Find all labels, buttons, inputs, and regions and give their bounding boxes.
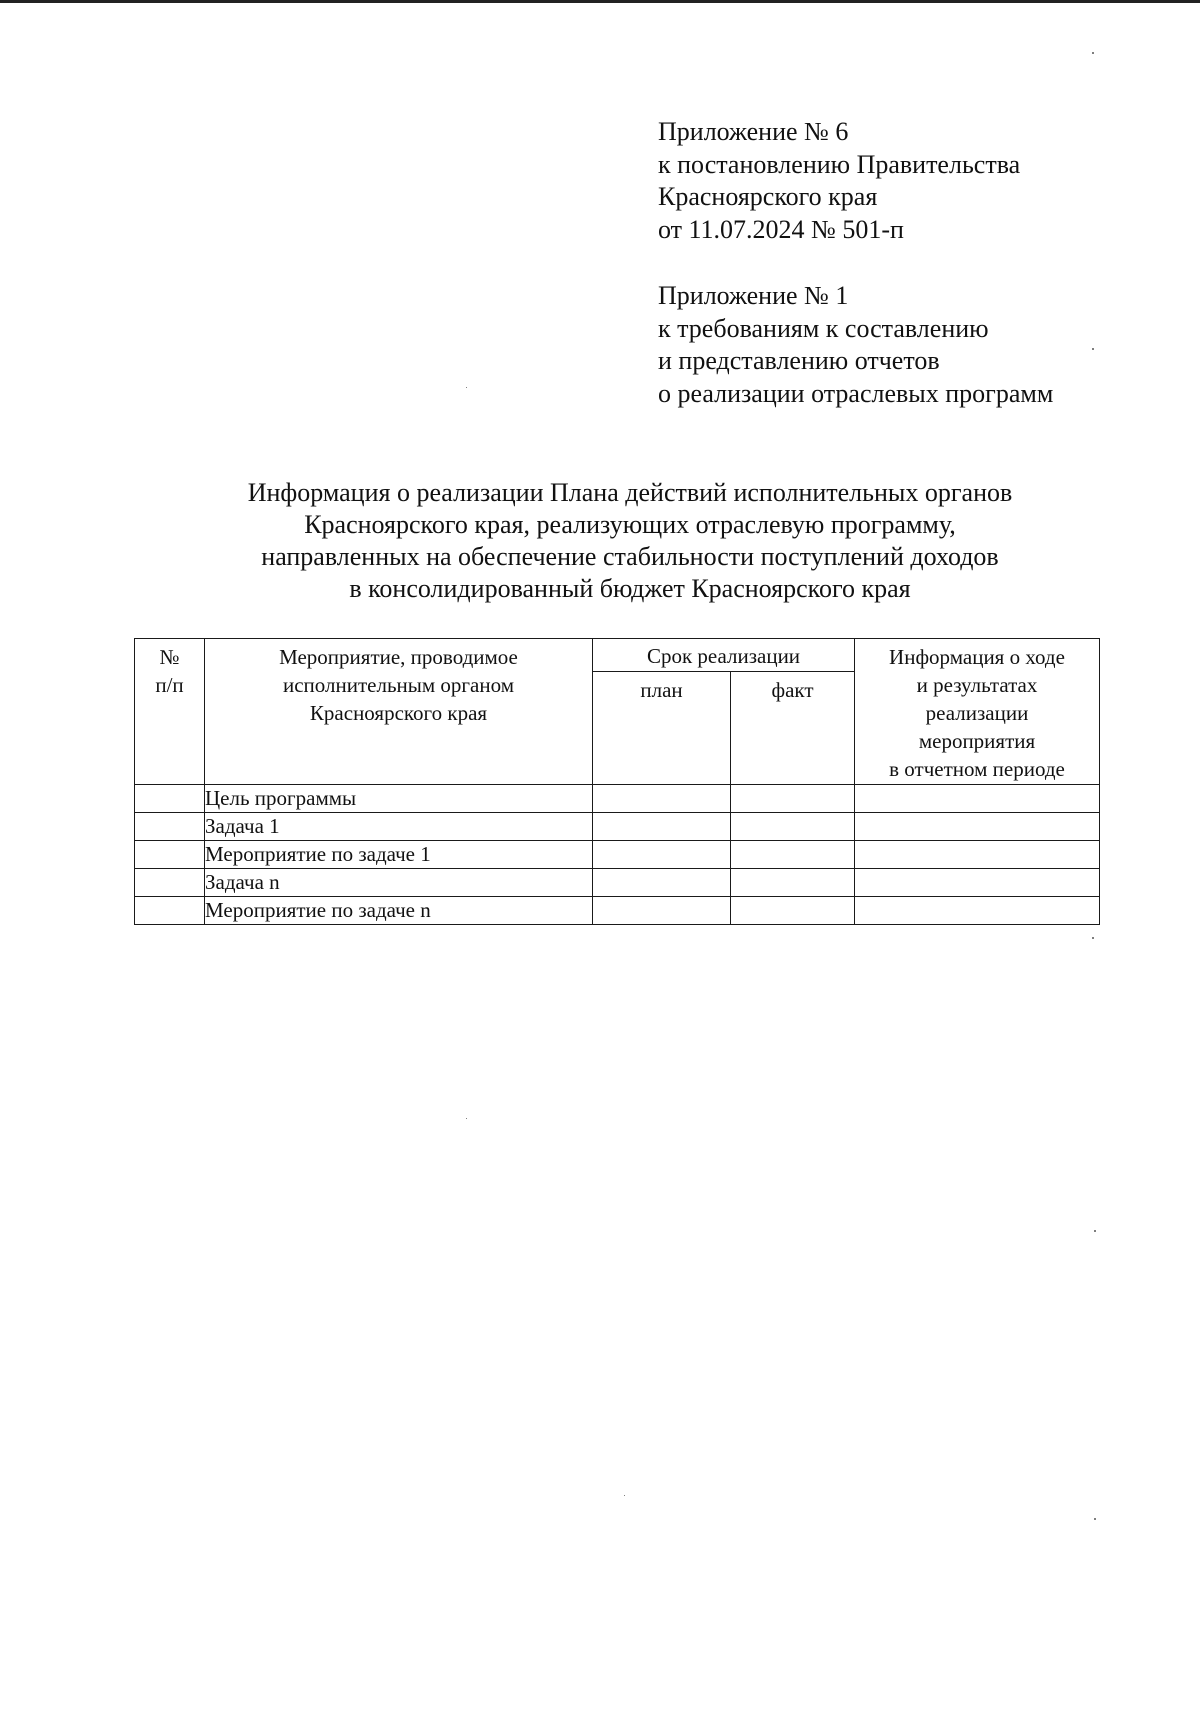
row-label-task-n-activity: Мероприятие по задаче n [205, 897, 593, 925]
appendix-1-requirements: к требованиям к составлению [658, 313, 989, 343]
header-activity-line-2: исполнительным органом [283, 673, 514, 697]
row-fact-cell [731, 869, 855, 897]
row-info-cell [855, 841, 1100, 869]
header-info-line-3: реализации [925, 701, 1029, 725]
appendix-6-decree: к постановлению Правительства [658, 149, 1021, 179]
row-number-cell [135, 869, 205, 897]
title-line-4: в консолидированный бюджет Красноярского края [349, 574, 911, 603]
header-fact: факт [731, 672, 855, 785]
row-number-cell [135, 841, 205, 869]
scan-speck [466, 387, 467, 388]
scan-speck [1092, 937, 1094, 939]
header-info [855, 639, 1100, 785]
scan-speck [1094, 1518, 1096, 1520]
appendix-1-title: Приложение № 1 [658, 281, 849, 310]
header-number [135, 639, 205, 785]
row-plan-cell [593, 841, 731, 869]
header-info-line-4: мероприятия [918, 729, 1036, 753]
row-plan-cell [593, 869, 731, 897]
scan-speck [1092, 52, 1094, 54]
row-number-cell [135, 897, 205, 925]
row-label-task-n: Задача n [205, 869, 593, 897]
row-fact-cell [731, 897, 855, 925]
scan-speck [624, 1495, 625, 1496]
table-header-row [135, 639, 1100, 672]
header-info-line-5: в отчетном периоде [889, 757, 1065, 781]
title-line-2: Красноярского края, реализующих отраслевую программу, [304, 510, 956, 539]
appendix-1-programs: о реализации отраслевых программ [658, 378, 1054, 408]
table-row [135, 785, 1100, 813]
report-table [134, 638, 1100, 925]
appendix-6-region: Красноярского края [658, 182, 878, 211]
appendix-6-date: от 11.07.2024 № 501-п [658, 214, 904, 244]
row-plan-cell [593, 785, 731, 813]
row-info-cell [855, 897, 1100, 925]
appendix-1-reports: и представлению отчетов [658, 346, 940, 375]
scan-speck [1092, 348, 1094, 350]
header-activity-line-3: Красноярского края [309, 701, 488, 725]
appendix-6-block [658, 116, 1020, 246]
table-row [135, 841, 1100, 869]
scan-speck [466, 1118, 467, 1119]
row-label-task-1-activity: Мероприятие по задаче 1 [205, 841, 593, 869]
title-line-1: Информация о реализации Плана действий исполнительных органов [247, 478, 1013, 507]
row-number-cell [135, 813, 205, 841]
row-fact-cell [731, 785, 855, 813]
row-info-cell [855, 869, 1100, 897]
document-title [150, 477, 1110, 605]
row-label-goal: Цель программы [205, 785, 593, 813]
title-line-3: направленных на обеспечение стабильности поступлений доходов [261, 542, 999, 571]
table-row [135, 869, 1100, 897]
header-activity [205, 639, 593, 785]
row-fact-cell [731, 841, 855, 869]
header-plan: план [593, 672, 731, 785]
row-number-cell [135, 785, 205, 813]
row-plan-cell [593, 897, 731, 925]
header-number-symbol: № [159, 645, 180, 669]
header-number-abbrev: п/п [155, 673, 184, 697]
appendix-1-block [658, 280, 1053, 410]
header-info-line-2: и результатах [916, 673, 1038, 697]
page-top-edge [0, 0, 1200, 3]
row-fact-cell [731, 813, 855, 841]
row-label-task-1: Задача 1 [205, 813, 593, 841]
table-row [135, 813, 1100, 841]
header-activity-line-1: Мероприятие, проводимое [279, 645, 518, 669]
table-row [135, 897, 1100, 925]
appendix-6-title: Приложение № 6 [658, 117, 849, 146]
row-info-cell [855, 785, 1100, 813]
scan-speck [1094, 1230, 1096, 1232]
header-term-label: Срок реализации [646, 644, 801, 668]
header-term [593, 639, 855, 672]
row-plan-cell [593, 813, 731, 841]
row-info-cell [855, 813, 1100, 841]
header-info-line-1: Информация о ходе [889, 645, 1065, 669]
